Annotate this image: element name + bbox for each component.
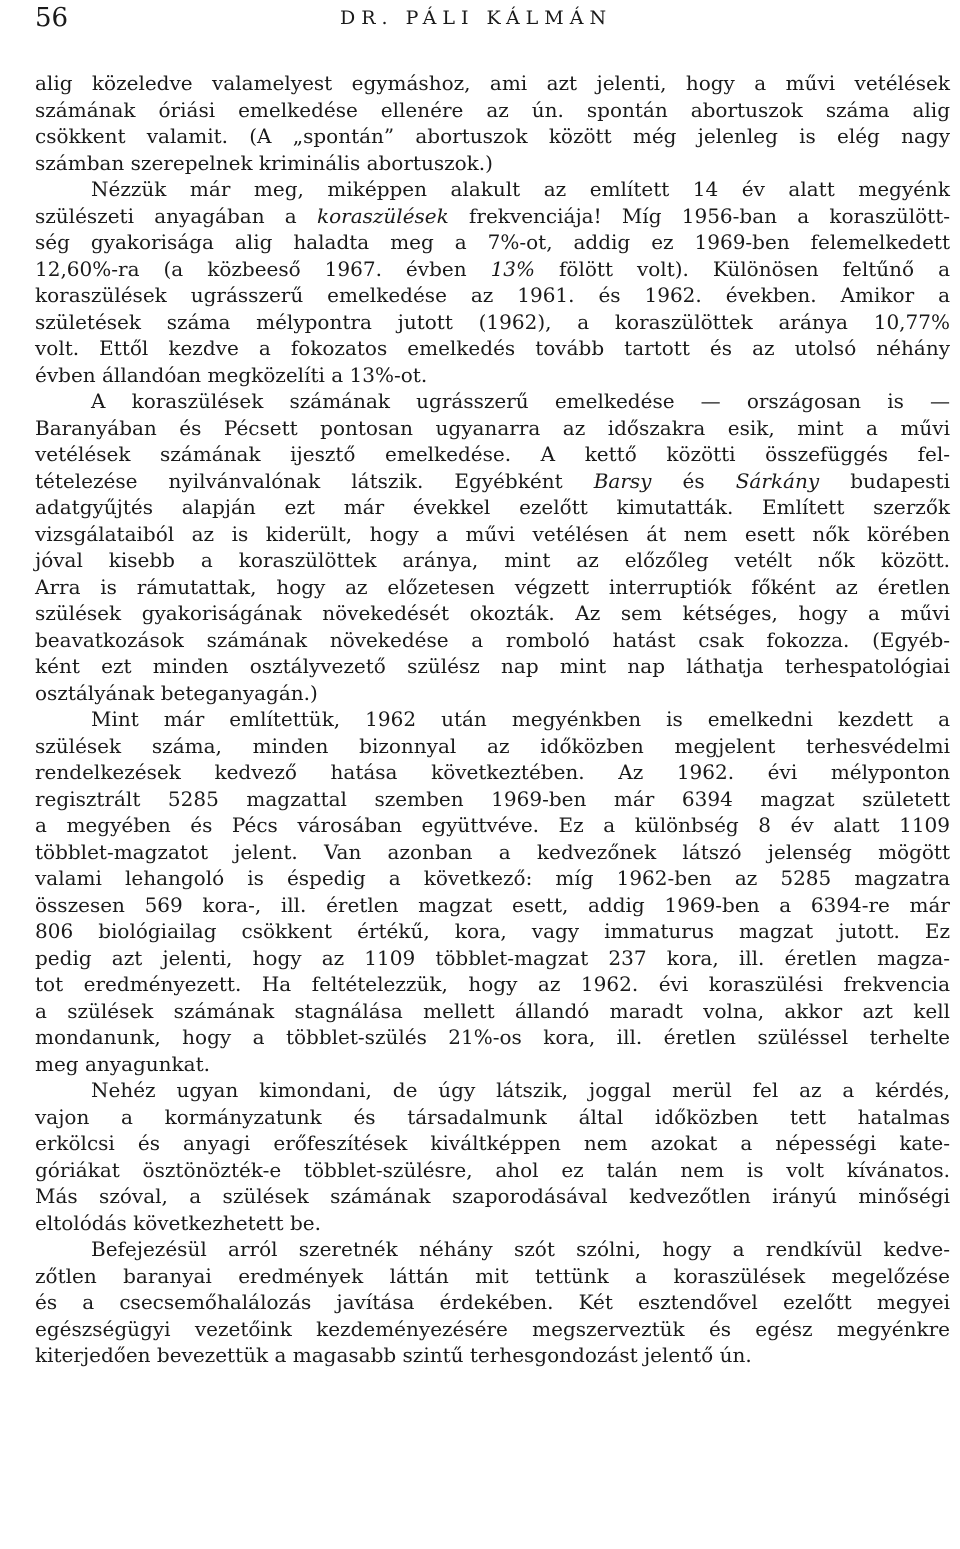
- text-line: 806 biológiailag csökkent értékű, kora, vagy immaturus magzat jutott. Ez: [35, 919, 950, 943]
- text-line: vizsgálataiból az is kiderült, hogy a művi vetélésen át nem esett nők körében: [35, 521, 950, 546]
- page-header: [35, 0, 950, 36]
- running-head: DR. PÁLI KÁLMÁN: [340, 7, 613, 29]
- text-line: Baranyában és Pécsett pontosan ugyanarra az időszakra esik, mint a művi: [35, 415, 950, 440]
- page-number: 56: [35, 3, 69, 33]
- text-line: többlet-magzatot jelent. Van azonban a kedvezőnek látszó jelenség mögött: [35, 839, 950, 864]
- text-line: csökkent valamit. (A „spontán” abortuszok között még jelenleg is elég nagy: [35, 124, 950, 148]
- text-line: alig közeledve valamelyest egymáshoz, ami azt jelenti, hogy a művi vetélések: [35, 71, 950, 95]
- text-line: meg anyagunkat.: [35, 1051, 210, 1076]
- text-line: eltolódás következhetett be.: [35, 1210, 321, 1235]
- text-line: valami lehangoló is éspedig a következő: míg 1962-ben az 5285 magzatra: [35, 866, 950, 890]
- text-line: beavatkozások számának növekedése a romboló hatást csak fokozza. (Egyéb-: [35, 627, 950, 652]
- paragraph-p5: [35, 1077, 950, 1236]
- text-line: A koraszülések számának ugrásszerű emelkedése — országosan is —: [91, 389, 950, 413]
- text-line: vajon a kormányzatunk és társadalmunk által időközben tett hatalmas: [35, 1104, 950, 1129]
- text-line: koraszülések ugrásszerű emelkedése az 1961. és 1962. években. Amikor a: [35, 283, 950, 307]
- text-line: jóval kisebb a koraszülöttek aránya, mint az előzőleg vetélt nők között.: [35, 548, 950, 572]
- text-line: Nézzük már meg, miképpen alakult az említett 14 év alatt megyénk: [91, 177, 950, 201]
- text-line: szülések gyakoriságának növekedését okozták. Az sem kétséges, hogy a művi: [35, 601, 950, 625]
- text-line: pedig azt jelenti, hogy az 1109 többlet-magzat 237 kora, ill. éretlen magza-: [35, 945, 950, 970]
- text-line: születések száma mélypontra jutott (1962), a koraszülöttek aránya 10,77%: [35, 309, 950, 334]
- paragraph-p3: [35, 388, 950, 706]
- text-line: Arra is rámutattak, hogy az előzetesen végzett interruptiók főként az éretlen: [35, 574, 950, 599]
- text-line: egészségügyi vezetőink kezdeményezésére megszerveztük és egész megyénkre: [35, 1316, 950, 1341]
- text-line: góriákat ösztönözték-e többlet-szülésre, ahol ez talán nem is volt kívánatos.: [35, 1157, 950, 1182]
- text-line: erkölcsi és anyagi erőfeszítések kiváltképpen nem azokat a népességi kate-: [35, 1131, 950, 1155]
- text-line: tételezése nyilvánvalónak látszik. Egyébként Barsy és Sárkány budapesti: [35, 468, 950, 493]
- text-line: Más szóval, a szülések számának szaporodásával kedvezőtlen irányú minőségi: [35, 1184, 950, 1208]
- text-line: évben állandóan megközelíti a 13%-ot.: [35, 362, 428, 387]
- text-line: kiterjedően bevezettük a magasabb szintű terhesgondozást jelentő ún.: [35, 1343, 752, 1367]
- text-line: adatgyűjtés alapján ezt már évekkel ezelőtt kimutatták. Említett szerzők: [35, 495, 950, 519]
- text-line: Mint már említettük, 1962 után megyénkben is emelkedni kezdett a: [91, 707, 950, 731]
- book-page: [35, 0, 951, 1367]
- text-line: számban szerepelnek kriminális abortuszok.): [35, 150, 493, 175]
- text-line: ként ezt minden osztályvezető szülész nap mint nap láthatja terhespatológiai: [35, 654, 950, 678]
- text-line: szülések száma, minden bizonnyal az időközben megjelent terhesvédelmi: [35, 733, 950, 758]
- text-line: tot eredményezett. Ha feltételezzük, hogy az 1962. évi koraszülési frekvencia: [35, 972, 950, 996]
- text-line: Nehéz ugyan kimondani, de úgy látszik, joggal merül fel az a kérdés,: [91, 1078, 950, 1102]
- paragraph-p1: [35, 70, 950, 176]
- text-line: a szülések számának stagnálása mellett állandó maradt volna, akkor azt kell: [35, 998, 950, 1023]
- text-line: Befejezésül arról szeretnék néhány szót szólni, hogy a rendkívül kedve-: [91, 1237, 950, 1261]
- text-line: számának óriási emelkedése ellenére az ún. spontán abortuszok száma alig: [35, 97, 950, 122]
- paragraph-p2: [35, 176, 950, 388]
- text-line: szülészeti anyagában a koraszülések frekvenciája! Míg 1956-ban a koraszülött-: [35, 203, 950, 228]
- text-line: volt. Ettől kezdve a fokozatos emelkedés tovább tartott és az utolsó néhány: [35, 336, 950, 360]
- text-line: vetélések számának ijesztő emelkedése. A kettő közötti összefüggés fel-: [35, 442, 950, 466]
- paragraph-p6: [35, 1236, 950, 1369]
- text-line: 12,60%-ra (a közbeeső 1967. évben 13% fölött volt). Különösen feltűnő a: [35, 256, 951, 281]
- text-line: rendelkezések kedvező hatása következtében. Az 1962. évi mélyponton: [35, 760, 950, 784]
- text-line: és a csecsemőhalálozás javítása érdekében. Két esztendővel ezelőtt megyei: [35, 1290, 950, 1314]
- text-line: a megyében és Pécs városában együttvéve. Ez a különbség 8 év alatt 1109: [35, 813, 950, 837]
- text-line: mondanunk, hogy a többlet-szülés 21%-os kora, ill. éretlen szüléssel terhelte: [35, 1025, 950, 1049]
- text-line: zőtlen baranyai eredmények láttán mit tettünk a koraszülések megelőzése: [35, 1263, 950, 1288]
- body-text: [35, 70, 950, 1369]
- text-line: regisztrált 5285 magzattal szemben 1969-ben már 6394 magzat született: [35, 786, 950, 811]
- text-line: osztályának beteganyagán.): [35, 680, 318, 705]
- text-line: ség gyakorisága alig haladta meg a 7%-ot, addig ez 1969-ben felemelkedett: [35, 230, 950, 254]
- paragraph-p4: [35, 706, 950, 1077]
- text-line: összesen 569 kora-, ill. éretlen magzat esett, addig 1969-ben a 6394-re már: [35, 892, 950, 917]
